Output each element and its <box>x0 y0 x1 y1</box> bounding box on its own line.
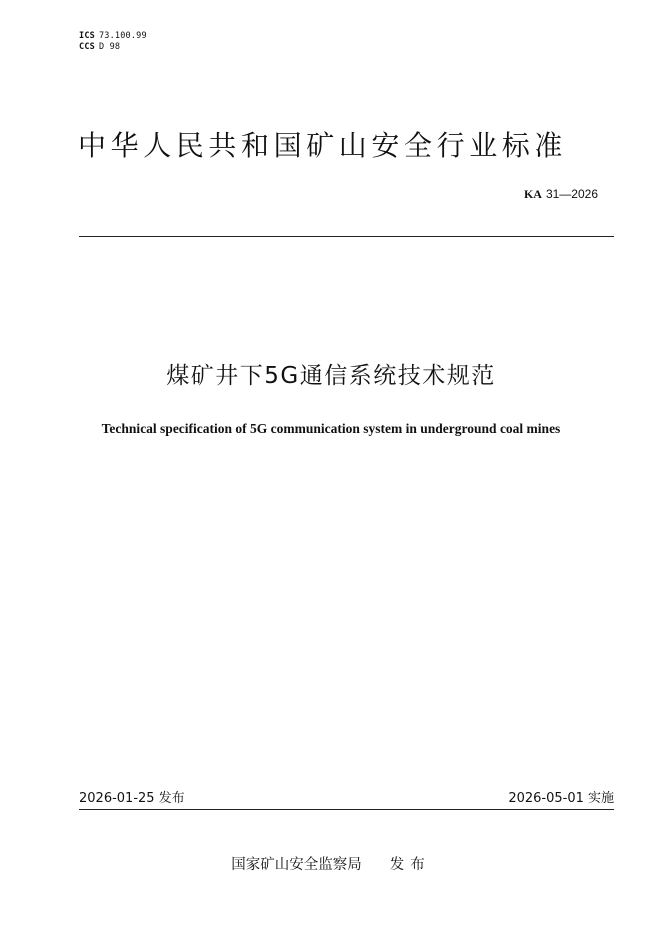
standard-number-value: 31—2026 <box>545 187 598 201</box>
standard-number-prefix: KA <box>523 187 542 201</box>
issue-date: 2026-01-25 发布 <box>79 791 185 806</box>
publisher-line <box>0 855 662 875</box>
top-divider <box>79 236 614 237</box>
ics-classification <box>79 31 147 42</box>
ccs-label: CCS <box>79 42 95 52</box>
publisher-name: 国家矿山安全监察局 <box>231 857 362 873</box>
ccs-classification <box>79 42 120 53</box>
document-title-chinese: 煤矿井下5G通信系统技术规范 <box>166 363 496 389</box>
document-title-english: Technical specification of 5G communication system in underground coal mines <box>101 421 561 436</box>
ics-code: 73.100.99 <box>98 31 147 41</box>
standard-number <box>524 186 598 202</box>
publisher-action: 发布 <box>389 857 431 873</box>
ics-label: ICS <box>79 31 95 41</box>
standard-category-title: 中华人民共和国矿山安全行业标准 <box>78 129 568 162</box>
bottom-divider <box>79 809 614 810</box>
implementation-date: 2026-05-01 实施 <box>508 791 614 806</box>
ccs-code: D 98 <box>98 42 121 52</box>
